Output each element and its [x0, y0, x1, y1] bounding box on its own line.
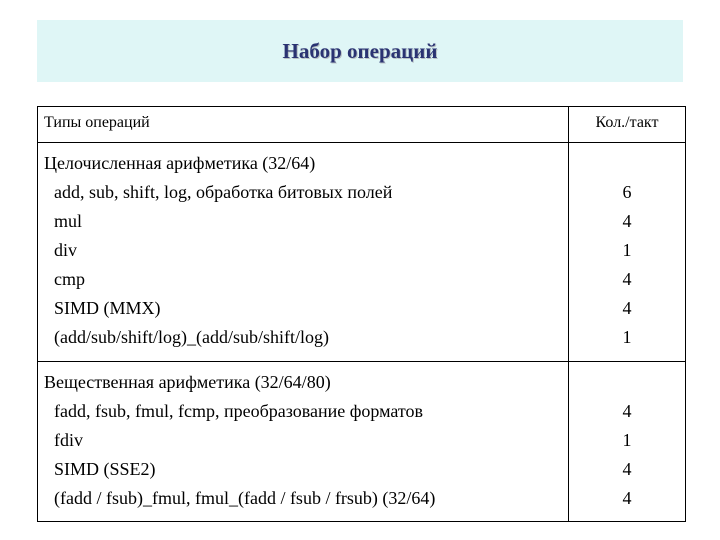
operation-item: SIMD (MMX) [54, 298, 161, 318]
operation-item: cmp [54, 269, 85, 289]
cycle-value: 1 [622, 240, 632, 260]
operation-item: (add/sub/shift/log)_(add/sub/shift/log) [54, 327, 329, 347]
page-title: Набор операций [282, 38, 438, 63]
operation-item: div [54, 240, 78, 260]
title-banner [37, 20, 683, 82]
operation-item: fdiv [54, 430, 83, 450]
cycle-value: 4 [622, 459, 632, 479]
integer-cycles-cell [569, 143, 686, 362]
operation-item: fadd, fsub, fmul, fcmp, преобразование форматов [54, 401, 424, 421]
cycle-value: 4 [622, 401, 632, 421]
cycle-value: 4 [622, 298, 632, 318]
table-header-row [38, 107, 686, 143]
float-ops-cell [38, 362, 569, 522]
operation-item: SIMD (SSE2) [54, 459, 156, 479]
table-row [38, 143, 686, 362]
float-cycles-cell [569, 362, 686, 522]
operations-table [37, 106, 686, 522]
cycle-value: 4 [622, 211, 632, 231]
cycle-value: 4 [622, 269, 632, 289]
group-heading: Вещественная арифметика (32/64/80) [44, 372, 331, 392]
cycle-value: 4 [622, 488, 632, 508]
header-cycles-per-clock: Кол./такт [569, 107, 686, 143]
cycle-value: 1 [622, 327, 632, 347]
operation-item: mul [54, 211, 83, 231]
header-operation-types: Типы операций [38, 107, 569, 143]
operation-item: (fadd / fsub)_fmul, fmul_(fadd / fsub / frsub) (32/64) [54, 488, 436, 508]
integer-ops-cell [38, 143, 569, 362]
table-row [38, 362, 686, 522]
cycle-value: 6 [622, 182, 632, 202]
cycle-value: 1 [622, 430, 632, 450]
group-heading: Целочисленная арифметика (32/64) [44, 153, 316, 173]
operation-item: add, sub, shift, log, обработка битовых полей [54, 182, 393, 202]
